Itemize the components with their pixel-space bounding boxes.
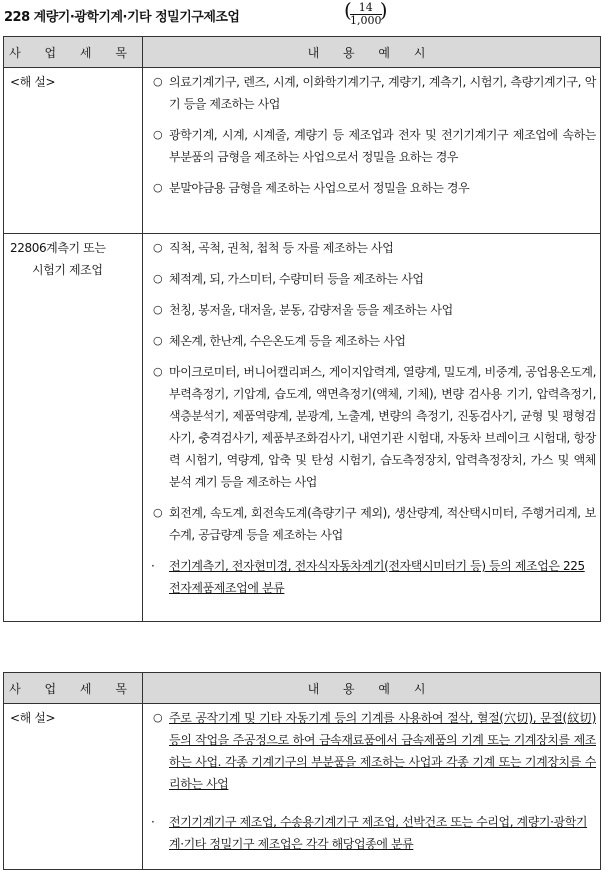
row-label-measuring-instruments — [4, 234, 143, 622]
list-item: ○ 분말야금용 금형을 제조하는 사업으로서 정밀을 요하는 경우 — [143, 177, 600, 199]
row-label-line: <해 설> — [10, 75, 56, 89]
circle-bullet-icon: ○ — [153, 241, 163, 254]
rate-fraction: ( 14 1,000 ) — [344, 0, 388, 27]
row-label-commentary — [4, 704, 143, 870]
row-content — [143, 704, 601, 870]
list-item: ○ 회전계, 속도계, 회전속도계(측량기구 제외), 생산량계, 적산택시미터, 주행거리계, 보수계, 공급량계 등을 제조하는 사업 — [143, 502, 600, 546]
list-item: ○ 마이크로미터, 버니어캘리퍼스, 게이지압력계, 열량계, 밀도계, 비중계, 공업용온도계, 부력측정기, 기압계, 습도계, 액면측정기(액체, 기체), 변량 검사용 기기, 압력측정기, 색층분석기, 제품역량계, 분광계, 노출계, 변량의 측정기, 진동검사기, 균형 및 평형검사기, 충격검사기, 제품부조화검사기, 내연기관 시험대, 자동차 브레이크 시험대, 항장력 시험기, 역량계, 압축 및 탄성 시험기, 습도측정장치, 압력측정장치, 가스 및 액체 분석 계기 등을 제조하는 사업 — [143, 361, 600, 493]
list-item: ○ 직척, 곡척, 권척, 첩척 등 자를 제조하는 사업 — [143, 237, 600, 259]
fraction-denominator: 1,000 — [350, 14, 382, 27]
table-row — [4, 704, 601, 870]
circle-bullet-icon: ○ — [153, 711, 163, 724]
list-item: ○ 광학기계, 시계, 시계줄, 계량기 등 제조업과 전자 및 전기기계기구 제조업에 속하는 부분품의 금형을 제조하는 사업으로서 정밀을 요하는 경우 — [143, 124, 600, 168]
classification-note: · 전기계측기, 전자현미경, 전자식자동차계기(전자택시미터기 등) 등의 제조업은 225 전자제품제조업에 분류 — [143, 555, 600, 599]
fraction-numerator: 14 — [350, 2, 382, 15]
circle-bullet-icon: ○ — [153, 128, 163, 141]
col-header-business-detail: 사 업 세 목 — [4, 673, 143, 704]
list-item: ○ 의료기계기구, 렌즈, 시계, 이화학기계기구, 계량기, 계측기, 시험기, 측량기계기구, 악기 등을 제조하는 사업 — [143, 71, 600, 115]
row-label-line: 시험기 제조업 — [32, 263, 103, 277]
row-content — [143, 234, 601, 622]
table-row — [4, 234, 601, 622]
business-detail-table-2 — [3, 672, 601, 870]
list-item: ○ 체적계, 되, 가스미터, 수량미터 등을 제조하는 사업 — [143, 268, 600, 290]
col-header-content-example: 내 용 예 시 — [143, 37, 601, 68]
circle-bullet-icon: ○ — [153, 75, 163, 88]
dot-bullet-icon: · — [151, 815, 155, 829]
circle-bullet-icon: ○ — [153, 365, 163, 378]
row-label-commentary — [4, 68, 143, 234]
circle-bullet-icon: ○ — [153, 506, 163, 519]
list-item: ○ 체온계, 한난계, 수은온도계 등을 제조하는 사업 — [143, 330, 600, 352]
business-detail-table-1 — [3, 36, 601, 622]
classification-note: · 전기기계기구 제조업, 수송용기계기구 제조업, 선박건조 또는 수리업, 계량기·광학기계·기타 정밀기구 제조업은 각각 해당업종에 분류 — [143, 811, 600, 855]
circle-bullet-icon: ○ — [153, 272, 163, 285]
row-content — [143, 68, 601, 234]
dot-bullet-icon: · — [151, 559, 155, 573]
circle-bullet-icon: ○ — [153, 334, 163, 347]
table-header-row — [4, 673, 601, 704]
circle-bullet-icon: ○ — [153, 181, 163, 194]
row-label-line: <해 설> — [10, 711, 56, 725]
col-header-content-example: 내 용 예 시 — [143, 673, 601, 704]
page-title: 228 계량기·광학기계·기타 정밀기구제조업 — [4, 10, 240, 25]
row-label-line: 22806계측기 또는 — [10, 241, 106, 255]
table-header-row — [4, 37, 601, 68]
list-item: ○ 천칭, 봉저울, 대저울, 분동, 감량저울 등을 제조하는 사업 — [143, 299, 600, 321]
col-header-business-detail: 사 업 세 목 — [4, 37, 143, 68]
list-item: ○ 주로 공작기계 및 기타 자동기계 등의 기계를 사용하여 절삭, 혈절(穴切), 문절(紋切) 등의 작업을 주공정으로 하여 금속재료품에서 금속제품의 기계 또는 기계장치를 제조하는 사업. 각종 기계기구의 부분품을 제조하는 사업과 각종 기계 또는 기계장치를 수리하는 사업 — [143, 707, 600, 795]
circle-bullet-icon: ○ — [153, 303, 163, 316]
table-row — [4, 68, 601, 234]
